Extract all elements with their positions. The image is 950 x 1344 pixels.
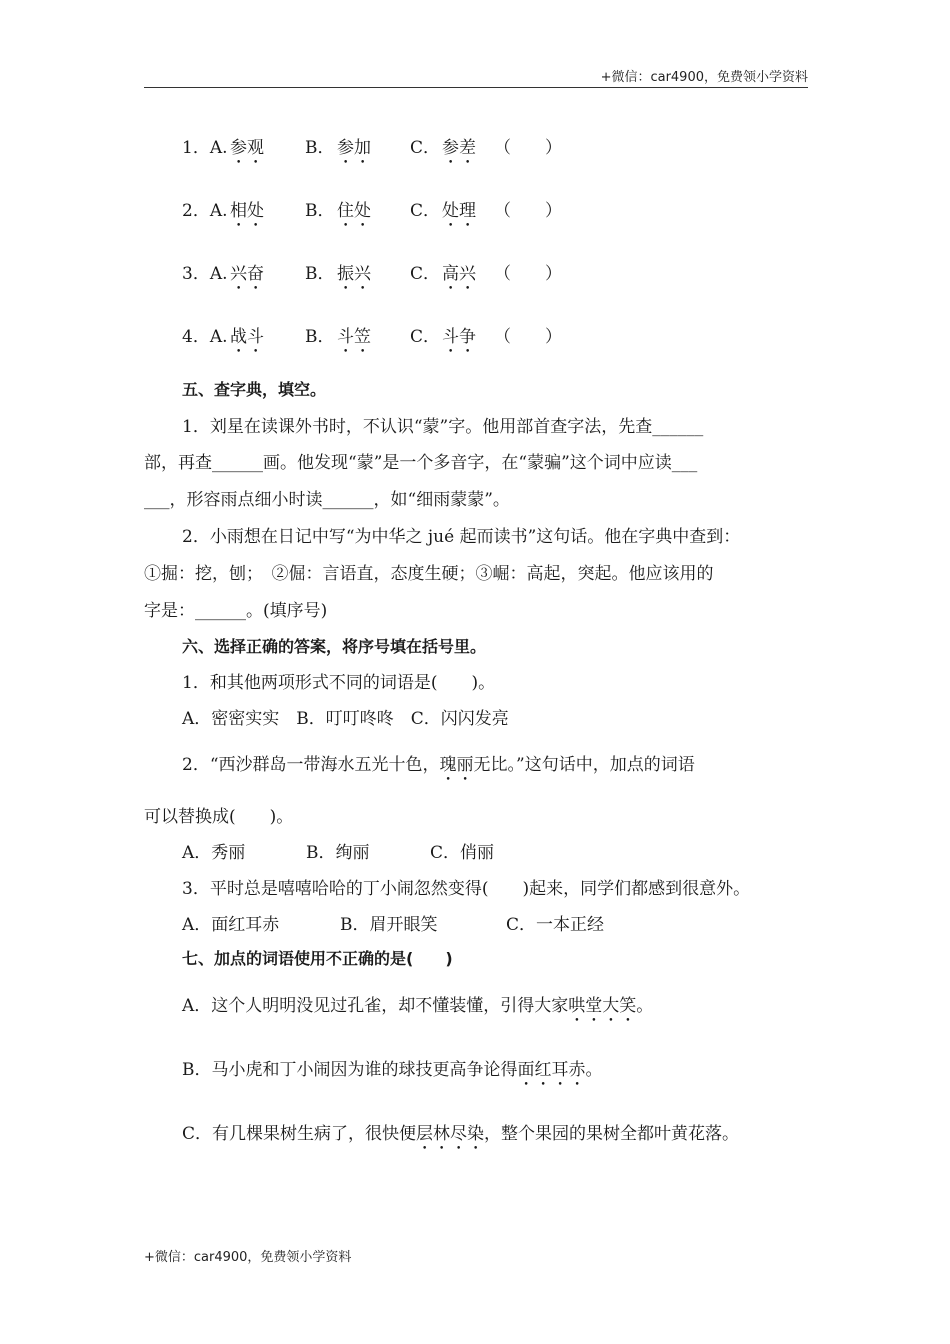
section7-a-dotted-word: 哄堂大笑 [568, 996, 637, 1016]
section6-q2-option-b: B．绚丽 [306, 843, 370, 863]
section6-q2-dotted-word: 瑰丽 [439, 755, 474, 775]
q4-3-b-label: B． [305, 264, 335, 284]
q4-4-c: 斗争 [442, 327, 476, 347]
q4-1-b: 参加 [337, 138, 371, 158]
q4-4-c-label: C． [410, 327, 441, 347]
q4-4-a: 战斗 [230, 327, 264, 347]
section7-a-pre: A．这个人明明没见过孔雀，却不懂装懂，引得大家 [182, 996, 569, 1016]
q4-2-c: 处理 [442, 201, 476, 221]
section7-option-b [182, 1059, 603, 1090]
q4-3-num: 3．A. [182, 264, 228, 284]
q4-4-b: 斗笠 [337, 327, 371, 347]
section5-q1-line2: 部，再查______画。他发现“蒙”是一个多音字，在“蒙骗”这个词中应读___ [144, 453, 698, 473]
q4-3-b: 振兴 [337, 264, 371, 284]
q4-2-c-label: C． [410, 201, 441, 221]
section6-q2-line2: 可以替换成( )。 [144, 807, 294, 827]
section7-c-post: ，整个果园的果树全都叶黄花落。 [484, 1124, 740, 1144]
section7-b-dotted-word: 面红耳赤 [517, 1060, 586, 1080]
section5-q2-line3: 字是：______。(填序号) [144, 601, 328, 621]
section6-q3-option-b: B．眉开眼笑 [340, 915, 438, 935]
section7-c-pre: C．有几棵果树生病了，很快便 [182, 1124, 417, 1144]
q4-4-b-label: B． [305, 327, 335, 347]
section6-q1: 1．和其他两项形式不同的词语是( )。 [182, 673, 496, 693]
footer-text: +微信：car4900，免费领小学资料 [144, 1250, 352, 1265]
q4-3-c-label: C． [410, 264, 441, 284]
section7-c-dotted-word: 层林尽染 [416, 1124, 485, 1144]
section6-q3-option-c: C．一本正经 [506, 915, 605, 935]
section6-q2-option-c: C．俏丽 [430, 843, 495, 863]
section7-b-pre: B．马小虎和丁小闹因为谁的球技更高争论得 [182, 1060, 518, 1080]
header-divider [144, 87, 808, 88]
q4-2-paren: （ ） [494, 201, 562, 221]
section7-title: 七、加点的词语使用不正确的是( ) [182, 949, 453, 968]
section6-q1-options: A．密密实实 B．叮叮咚咚 C．闪闪发亮 [182, 709, 509, 729]
section6-title: 六、选择正确的答案，将序号填在括号里。 [182, 637, 487, 656]
q4-1-c-label: C． [410, 138, 441, 158]
q4-3-c: 高兴 [442, 264, 476, 284]
q4-2-num: 2．A. [182, 201, 228, 221]
q4-2-b: 住处 [337, 201, 371, 221]
section6-q3-option-a: A．面红耳赤 [182, 915, 280, 935]
q4-2-a: 相处 [230, 201, 264, 221]
section7-a-post: 。 [636, 996, 654, 1016]
q4-1-num: 1．A. [182, 138, 228, 158]
section6-q2-pre: 2．“西沙群岛一带海水五光十色， [182, 755, 440, 775]
q4-1-b-label: B． [305, 138, 335, 158]
q4-3-a: 兴奋 [230, 264, 264, 284]
section6-q2-option-a: A．秀丽 [182, 843, 246, 863]
section5-title: 五、查字典，填空。 [182, 380, 327, 399]
section7-option-a [182, 995, 653, 1026]
q4-1-paren: （ ） [494, 138, 562, 158]
q4-2-b-label: B． [305, 201, 335, 221]
section7-option-c [182, 1123, 739, 1154]
header-text: +微信：car4900，免费领小学资料 [600, 70, 808, 85]
section5-q1-line1: 1．刘星在读课外书时，不认识“蒙”字。他用部首查字法，先查______ [182, 417, 704, 437]
q4-1-a: 参观 [230, 138, 264, 158]
q4-4-paren: （ ） [494, 327, 562, 347]
section5-q2-line2: ①掘：挖，刨； ②倔：言语直，态度生硬；③崛：高起，突起。他应该用的 [144, 564, 714, 584]
q4-4-num: 4．A. [182, 327, 228, 347]
section7-b-post: 。 [585, 1060, 603, 1080]
q4-1-c: 参差 [442, 138, 476, 158]
section6-q3: 3．平时总是嘻嘻哈哈的丁小闹忽然变得( )起来，同学们都感到很意外。 [182, 879, 751, 899]
section5-q1-line3: ___，形容雨点细小时读______，如“细雨蒙蒙”。 [144, 490, 510, 510]
q4-3-paren: （ ） [494, 264, 562, 284]
section5-q2-line1: 2．小雨想在日记中写“为中华之 jué 起而读书”这句话。他在字典中查到： [182, 527, 741, 547]
section6-q2-line1 [182, 754, 695, 785]
section6-q2-post: 无比。”这句话中，加点的词语 [473, 755, 695, 775]
